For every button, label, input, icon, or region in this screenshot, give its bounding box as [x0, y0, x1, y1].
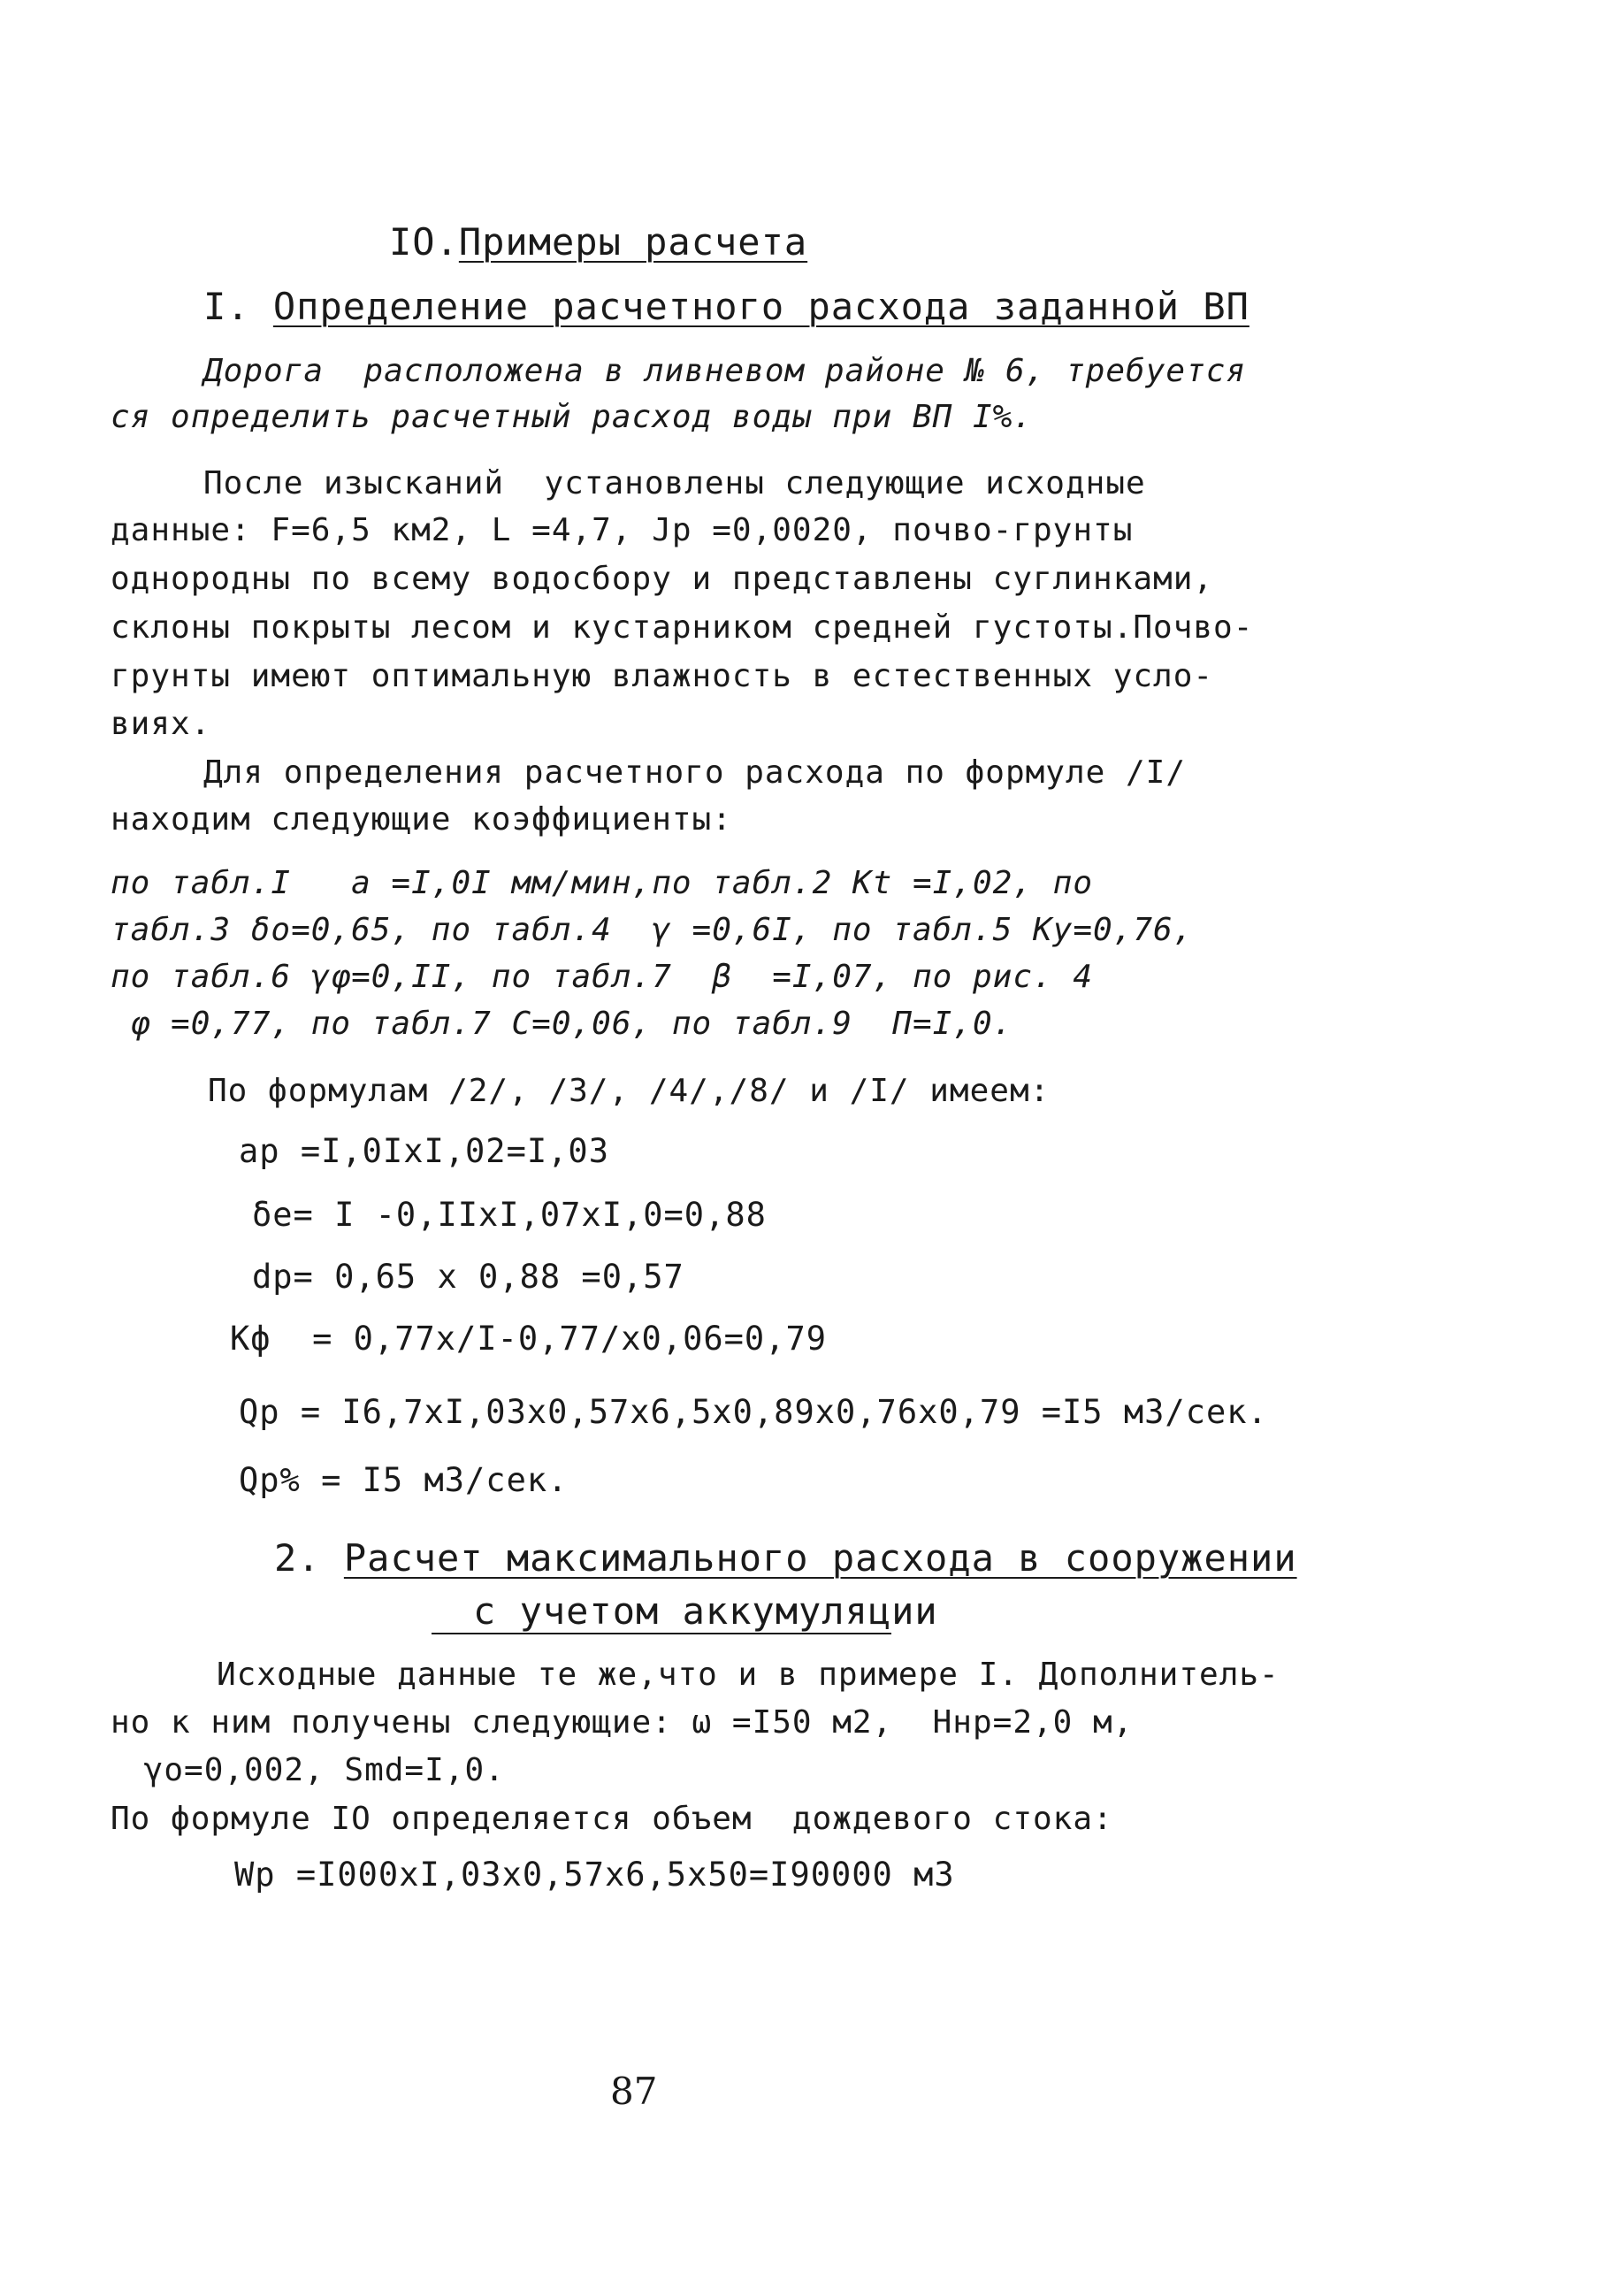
section-number: IO.: [389, 220, 459, 264]
coef-line-3: по табл.6 γφ=0,II, по табл.7 β =I,07, по рис. 4: [111, 959, 1094, 995]
intro-line-1: Дорога расположена в ливневом районе № 6, требуется: [203, 353, 1247, 389]
formulas-intro: По формулам /2/, /3/, /4/,/8/ и /I/ имеем:: [208, 1073, 1051, 1109]
formula-wp: Wp =I000xI,03x0,57x6,5x50=I90000 м3: [234, 1856, 955, 1894]
survey-line-5: грунты имеют оптимальную влажность в естественных усло-: [111, 658, 1214, 694]
section-heading: [389, 220, 808, 264]
example2-line-1: Исходные данные те же,что и в примере I. Дополнитель-: [217, 1657, 1280, 1693]
formula-delta-e: δe= I -0,IIxI,07xI,0=0,88: [252, 1196, 767, 1234]
example2-title-line-2: с учетом аккумуляции: [473, 1589, 938, 1633]
example2-line-3: γo=0,002, Smd=I,0.: [124, 1752, 505, 1788]
survey-line-3: однородны по всему водосбору и представлены суглинками,: [111, 561, 1214, 597]
example1-title: Определение расчетного расхода заданной ВП: [272, 285, 1249, 328]
example2-heading: [274, 1536, 1297, 1580]
example2-number: 2.: [274, 1536, 321, 1580]
example2-title-underline: [432, 1633, 891, 1634]
formula-kf: Кф = 0,77x/I-0,77/x0,06=0,79: [230, 1320, 828, 1358]
example1-heading: [203, 287, 1249, 326]
example2-title-line-1: Расчет максимального расхода в сооружении: [343, 1536, 1297, 1580]
survey-line-6: виях.: [111, 706, 211, 742]
example2-line-2: но к ним получены следующие: ω =I50 м2, Hнр=2,0 м,: [111, 1704, 1134, 1741]
formula-qp: Qp = I6,7xI,03x0,57x6,5x0,89x0,76x0,79 =I5 м3/сек.: [239, 1393, 1268, 1431]
example2-line-4: По формуле IO определяется объем дождевого стока:: [111, 1801, 1113, 1837]
survey-line-2: данные: F=6,5 км2, L =4,7, Jp =0,0020, почво-грунты: [111, 512, 1134, 548]
intro-line-2: ся определить расчетный расход воды при ВП I%.: [111, 399, 1033, 435]
coef-line-4: φ =0,77, по табл.7 C=0,06, по табл.9 П=I,0.: [111, 1006, 1013, 1042]
coef-intro-line-1: Для определения расчетного расхода по формуле /I/: [203, 754, 1187, 791]
formula-qp-percent: Qp% = I5 м3/сек.: [239, 1461, 569, 1499]
coef-intro-line-2: находим следующие коэффициенты:: [111, 801, 732, 838]
section-title: Примеры расчета: [458, 220, 808, 264]
coef-line-2: табл.3 δo=0,65, по табл.4 γ =0,6I, по табл.5 Ky=0,76,: [111, 912, 1194, 948]
formula-dp: dp= 0,65 x 0,88 =0,57: [252, 1258, 684, 1296]
formula-ap: ap =I,0IxI,02=I,03: [239, 1132, 609, 1170]
survey-line-4: склоны покрыты лесом и кустарником средней густоты.Почво-: [111, 609, 1254, 646]
example1-number: I.: [203, 285, 250, 328]
coef-line-1: по табл.I a =I,0I мм/мин,по табл.2 Kt =I,02, по: [111, 865, 1094, 901]
survey-line-1: После изысканий установлены следующие исходные: [203, 465, 1146, 501]
page-number: 87: [610, 2070, 658, 2113]
